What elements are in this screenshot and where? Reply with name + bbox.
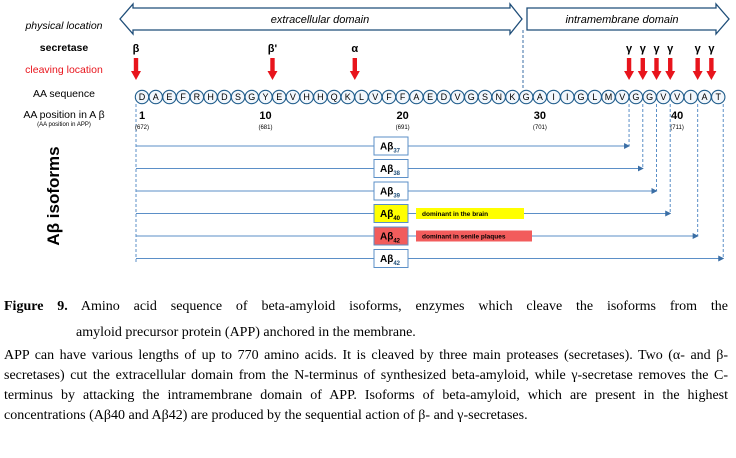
caption-paragraph: APP can have various lengths of up to 770 amino acids. It is cleaved by three main proteases (secretases). Two (α- and β-secretases) cut the extracellular domain from the N-terminus of synthesized beta-amyloid, while γ-secretase removes the C-terminus by attacking the intramembrane domain of APP. Isoforms of beta-amyloid, which are present in the highest concentrations (Aβ40 and Aβ42) are produced by the sequential action of β- and γ-secretases. <box>4 348 728 423</box>
residue-letter: F <box>180 92 186 103</box>
residue-letter: F <box>386 92 392 103</box>
residue-letter: V <box>660 92 667 103</box>
secretase-symbol: γ <box>694 43 701 55</box>
residue-letter: T <box>715 92 721 103</box>
position-number: 1 <box>138 110 146 122</box>
residue-letter: D <box>440 92 448 103</box>
residue-letter: G <box>632 92 640 103</box>
cleavage-arrow <box>652 58 662 80</box>
isoform-rows <box>136 137 723 268</box>
residue-letter: I <box>566 92 569 103</box>
isoform-label: $A\beta_{42}$ <box>379 254 401 267</box>
residue-letter: L <box>592 92 598 103</box>
residue-letter: K <box>509 92 516 103</box>
secretase-markers <box>131 43 716 80</box>
residue-letter: V <box>454 92 461 103</box>
cleavage-arrow <box>665 58 675 80</box>
figure-caption-line1 <box>4 297 728 317</box>
residue-letter: A <box>152 92 159 103</box>
residue-letter: V <box>619 92 626 103</box>
figure-label: Figure 9. <box>4 299 68 314</box>
position-row <box>135 110 684 131</box>
cleavage-arrow <box>267 58 277 80</box>
residue-letter: G <box>467 92 475 103</box>
residue-letter: D <box>221 92 228 103</box>
residue-letter: H <box>317 92 324 103</box>
secretase-symbol: γ <box>653 43 660 55</box>
residue-letter: I <box>552 92 555 103</box>
residue-letter: G <box>522 92 530 103</box>
residue-letter: E <box>166 92 173 103</box>
app-position-number: (672) <box>134 125 150 131</box>
cleavage-arrow <box>350 58 360 80</box>
residue-letter: S <box>481 92 489 103</box>
residue-letter: H <box>303 92 310 103</box>
residue-letter: V <box>674 92 681 103</box>
residue-letter: Q <box>330 92 338 103</box>
residue-letter: V <box>372 92 379 103</box>
residue-letter: H <box>207 92 214 103</box>
physical-location-label: physical location <box>25 20 103 32</box>
residue-letter: A <box>413 92 420 103</box>
aa-sequence-label: AA sequence <box>33 88 95 100</box>
isoform-note: dominant in senile plaques <box>422 233 506 241</box>
aa-position-label: AA position in A β <box>23 109 105 121</box>
isoform-label: $A\beta_{40}$ <box>379 209 401 222</box>
app-position-number: (681) <box>258 125 273 131</box>
cleavage-arrow <box>638 58 648 80</box>
residue-letter: K <box>344 92 351 103</box>
residue-letter: M <box>604 92 613 103</box>
isoforms-title: Aβ isoforms <box>44 146 63 246</box>
figure-caption-line2: amyloid precursor protein (APP) anchored in the membrane. <box>76 325 416 340</box>
residue-letter: E <box>276 92 283 103</box>
isoform-label: $A\beta_{42}$ <box>379 231 401 245</box>
extracellular-domain-label: extracellular domain <box>270 14 370 26</box>
residue-letter: G <box>646 92 654 103</box>
residue-letter: R <box>193 92 201 103</box>
residue-letter: S <box>235 92 242 103</box>
residue-letter: F <box>399 92 406 103</box>
residue-letter: E <box>427 92 434 103</box>
isoform-note: dominant in the brain <box>422 210 489 218</box>
residue-letter: G <box>248 92 256 103</box>
secretase-symbol: γ <box>625 43 633 55</box>
secretase-symbol: β' <box>267 43 278 55</box>
secretase-label: secretase <box>39 42 89 54</box>
secretase-symbol: β <box>132 43 140 55</box>
app-position-number: (711) <box>670 125 684 131</box>
residue-letter: D <box>138 92 146 103</box>
residue-letter: N <box>495 92 502 103</box>
residue-letter: G <box>577 92 585 103</box>
residue-letter: L <box>359 92 365 103</box>
position-number: 10 <box>259 110 272 122</box>
secretase-symbol: γ <box>708 43 715 55</box>
app-position-number: (701) <box>532 125 547 131</box>
residue-letter: A <box>536 92 543 103</box>
isoform-label: $A\beta_{38}$ <box>379 164 401 177</box>
sequence-row <box>135 90 725 103</box>
cleavage-arrow <box>131 58 141 80</box>
cleaving-location-label: cleaving location <box>25 64 103 76</box>
intramembrane-domain-label: intramembrane domain <box>565 14 679 26</box>
aa-position-sub-label: (AA position in APP) <box>37 122 91 128</box>
cleavage-arrow <box>706 58 716 80</box>
isoform-label: $A\beta_{37}$ <box>379 141 401 155</box>
residue-letter: Y <box>262 92 269 103</box>
secretase-symbol: γ <box>639 43 646 55</box>
app-position-number: (691) <box>395 125 410 131</box>
residue-letter: A <box>701 92 708 103</box>
position-number: 40 <box>670 110 684 122</box>
position-number: 20 <box>396 110 409 122</box>
residue-letter: V <box>289 92 296 103</box>
position-number: 30 <box>533 110 547 122</box>
cleavage-arrow <box>624 58 634 80</box>
caption-text-line1: Amino acid sequence of beta-amyloid isoforms, enzymes which cleave the isoforms from the <box>80 299 728 314</box>
secretase-symbol: γ <box>667 43 674 55</box>
residue-letter: I <box>689 92 693 103</box>
secretase-symbol: α <box>351 43 359 55</box>
cleavage-arrow <box>693 58 703 80</box>
isoform-label: $A\beta_{39}$ <box>379 186 401 200</box>
